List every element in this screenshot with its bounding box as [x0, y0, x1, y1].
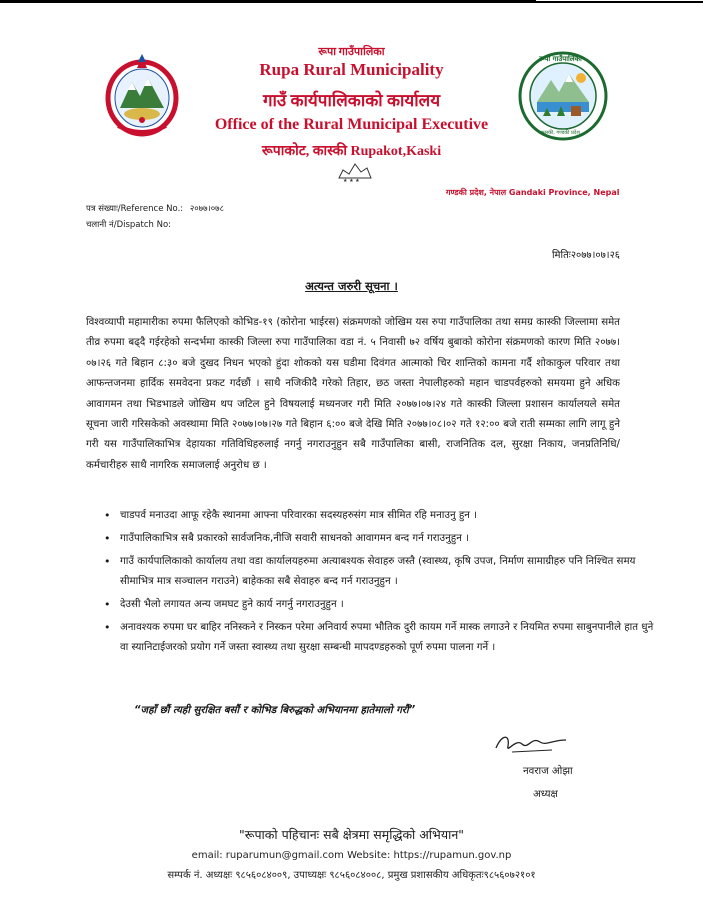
list-item: • गाउँ कार्यपालिकाको कार्यालय तथा वडा कार्यालयहरुमा अत्याबश्यक सेवाहरु जस्तै (स्वास्थ्य, कृषि उपज, निर्माण सामाग्रीहरु पनि निश्चित समय सीमाभित्र मात्र सञ्चालन गराउने) बाहेकका सबै सेवाहरु बन्द गर्न गराउनुहुन ।: [120, 552, 654, 592]
right-logo-bottom-text: कास्की, गण्डकी प्रदेश: [541, 130, 580, 136]
notice-body: विश्वव्यापी महामारीका रुपमा फैलिएको कोभिड-१९ (कोरोना भाईरस) संक्रमणको जोखिम यस रुपा गाउँपालिका तथा समग्र कास्की जिल्लामा समेत तीव्र रुपमा बढ्दै गईरहेको सन्दर्भमा कास्की जिल्ला रुपा गाउँपालिका वडा नं. ५ निवासी ७२ वर्षिय बुबाको कोरोना संक्रमणको कारण मिति २०७७।०७।२६ गते बिहान ८:३० बजे दुखद निधन भएको हुंदा शोकको यस घडीमा दिवंगत आत्माको चिर शान्तिको कामना गर्दै शोकाकुल परिवार तथा आफन्तजनमा हार्दिक समवेदना प्रकट गर्दछौं । साथै नजिकीदै गरेको तिहार, छठ जस्ता नेपालीहरुको महान चाडपर्वहरुको समयमा हुने अधिक आवागमन तथा भिडभाडले जोखिम थप जटिल हुने विषयलाई मध्यनजर गरी मिति २०७७।०७।२४ गते कास्की जिल्ला प्रशासन कार्यालयले समेत सूचना जारी गरिसकेको अवस्थामा मिति २०७७।०७।२७ गते बिहान ६:०० बजे देखि मिति २०७७।०८।०२ गते १२:०० बजे राती सम्मका लागि लागू हुने गरी यस गाउँपालिकाभित्र देहायका गतिविधिहरुलाई नगर्नु नगराउनुहुन सबै गाउँपालिका बासी, राजनितिक दल, सुरक्षा निकाय, जनप्रतिनिधि/कर्मचारीहरु साथै नागरिक समाजलाई अनुरोध छ ।: [86, 317, 620, 471]
dispatch-number: [86, 219, 171, 230]
signatory-title: अध्यक्ष: [533, 789, 558, 800]
footer-contact: email: ruparumun@gmail.com Website: https://rupamun.gov.np: [191, 850, 512, 861]
nepal-emblem-icon: [102, 52, 182, 140]
footer-phones: सम्पर्क नं. अध्यक्षः ९८५६०८४००९, उपाध्यक्षः ९८५६०८४००८, प्रमुख प्रशासकीय अधिकृतः९८५६०७२१०१: [167, 870, 536, 881]
instruction-list: [86, 506, 654, 661]
svg-text:★ ★ ★: ★ ★ ★: [343, 178, 360, 184]
list-item: • गाउँपालिकाभित्र सबै प्रकारको सार्वजनिक,नीजि सवारी साधनको आवागमन बन्द गर्न गराउनुहुन ।: [120, 529, 654, 549]
seal-mark-icon: [335, 160, 375, 184]
province-line: गण्डकी प्रदेश, नेपाल Gandaki Province, Nepal: [446, 188, 620, 197]
municipality-office-dev: गाउँ कार्यपालिकाको कार्यालय: [262, 91, 441, 110]
office-name-en: Office of the Rural Municipal Executive: [214, 116, 489, 133]
footer-slogan: "रूपाको पहिचानः सबै क्षेत्रमा समृद्धिको अभियान": [238, 827, 465, 842]
office-address: रूपाकोट, कास्की Rupakot,Kaski: [261, 144, 442, 159]
right-logo-top-text: रूपा गाउँपालिका: [539, 55, 582, 63]
rupa-municipality-logo-icon: [517, 50, 609, 142]
list-item: • चाडपर्व मनाउदा आफू रहेकै स्थानमा आफ्ना परिवारका सदस्यहरुसंग मात्र सीमित रहि मनाउनु हुन ।: [120, 506, 654, 526]
notice-title: [0, 279, 703, 294]
reference-number: [86, 203, 224, 214]
signature-icon: [492, 728, 572, 758]
signatory-name: नवराज ओझा: [523, 766, 573, 777]
letter-date: मितिः२०७७।०७।२६: [551, 250, 620, 261]
letterhead-top-title: रूपा गाउँपालिका: [318, 46, 385, 58]
reference-label: पत्र संख्याः/Reference No.:: [86, 204, 184, 214]
reference-value: २०७७।०७८: [189, 204, 225, 214]
campaign-slogan: “जहाँ छौं त्यही सुरक्षित बसौं र कोभिड बिरुद्धको अभियानमा हातेमालो गरौं”: [134, 705, 416, 716]
notice-title-text: अत्यन्त जरुरी सूचना ।: [305, 279, 398, 293]
municipality-name-en: Rupa Rural Municipality: [259, 60, 444, 79]
list-item: • देउसी भैलो लगायत अन्य जमघट हुने कार्य नगर्नु नगराउनुहुन ।: [120, 595, 654, 615]
dispatch-label: चलानी नं/Dispatch No:: [86, 220, 172, 230]
list-item: • अनावश्यक रुपमा घर बाहिर ननिस्कने र निस्कन परेमा अनिवार्य रुपमा भौतिक दुरी कायम गर्ने मास्क लगाउने र नियमित रुपमा साबुनपानीले हात धुने वा स्यानिटाईजरको प्रयोग गर्ने जस्ता स्वास्थ्य तथा सुरक्षा सम्बन्धी मापदण्डहरुको पूर्ण रुपमा पालना गर्ने ।: [120, 618, 654, 658]
footer-divider: [0, 1, 703, 3]
